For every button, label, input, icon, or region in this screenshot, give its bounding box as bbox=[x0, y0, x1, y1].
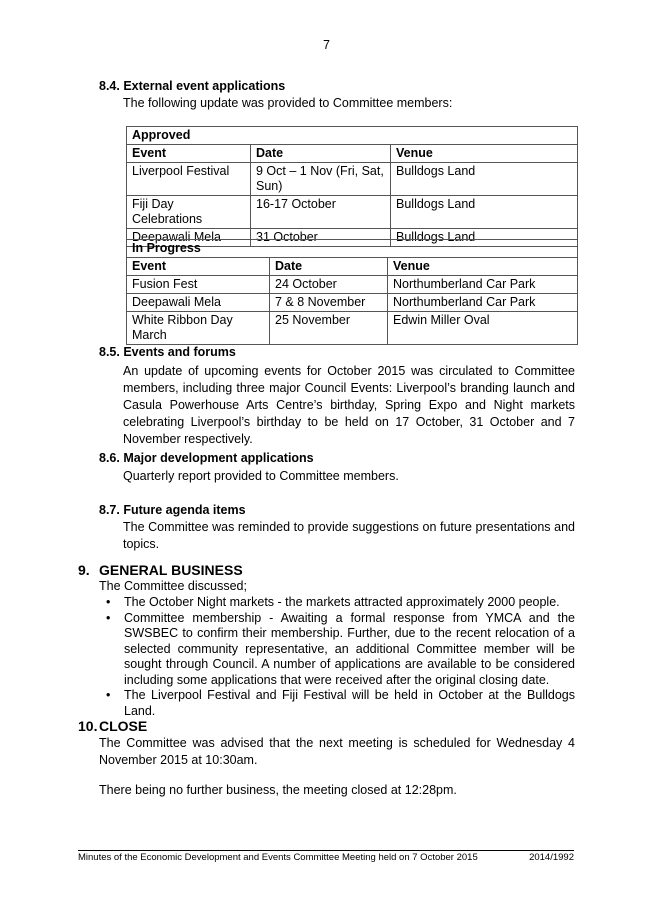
table-cell: Northumberland Car Park bbox=[388, 276, 578, 294]
table-cell: Northumberland Car Park bbox=[388, 294, 578, 312]
table-row bbox=[127, 276, 578, 294]
list-item-text: Committee membership - Awaiting a formal response from YMCA and the SWSBEC to confirm their membership. Further, due to the recent relocation of a selected community representative, an additional Committee member will be sought through Council. A number of applications are available to be considered including some applications that were received after the original closing date. bbox=[124, 610, 575, 687]
section-10-closing: There being no further business, the meeting closed at 12:28pm. bbox=[99, 783, 457, 797]
footer-reference: 2014/1992 bbox=[529, 852, 574, 863]
column-header: Event bbox=[127, 258, 270, 276]
table-row bbox=[127, 294, 578, 312]
section-8-4-intro: The following update was provided to Committee members: bbox=[123, 96, 453, 110]
table-cell: Fiji Day Celebrations bbox=[127, 196, 251, 229]
table-caption: In Progress bbox=[127, 240, 578, 258]
table-cell: Fusion Fest bbox=[127, 276, 270, 294]
table-cell: 7 & 8 November bbox=[270, 294, 388, 312]
section-8-5-text: An update of upcoming events for October 2015 was circulated to Committee members, including three major Council Events: Liverpool’s branding launch and Casula Powerhouse Arts Centre’s birthday, Spring Expo and Night markets celebrating Liverpool’s birthday to be held on 17 October, 31 October and 7 November respectively. bbox=[123, 364, 575, 446]
section-9-number: 9. bbox=[78, 562, 90, 578]
table-cell: Bulldogs Land bbox=[391, 196, 578, 229]
bullet-icon: • bbox=[106, 688, 111, 702]
list-item-text: The October Night markets - the markets attracted approximately 2000 people. bbox=[124, 595, 560, 609]
in-progress-events-table bbox=[126, 239, 578, 345]
table-cell: Bulldogs Land bbox=[391, 229, 578, 247]
table-cell: 9 Oct – 1 Nov (Fri, Sat, Sun) bbox=[251, 163, 391, 196]
approved-events-table bbox=[126, 126, 578, 247]
page-number: 7 bbox=[323, 38, 330, 52]
section-8-6-text: Quarterly report provided to Committee members. bbox=[123, 469, 399, 483]
section-8-7-heading: 8.7. Future agenda items bbox=[99, 503, 246, 517]
table-cell: 25 November bbox=[270, 312, 388, 345]
table-cell: Edwin Miller Oval bbox=[388, 312, 578, 345]
section-8-4-heading: 8.4. External event applications bbox=[99, 79, 286, 93]
table-cell: 24 October bbox=[270, 276, 388, 294]
section-10-heading: CLOSE bbox=[99, 718, 148, 734]
section-9-heading: GENERAL BUSINESS bbox=[99, 562, 243, 578]
section-8-5-heading: 8.5. Events and forums bbox=[99, 345, 236, 359]
table-row bbox=[127, 163, 578, 196]
footer-divider bbox=[78, 850, 574, 851]
list-item-text: The Liverpool Festival and Fiji Festival will be held in October at the Bulldogs Land. bbox=[124, 688, 575, 718]
bullet-icon: • bbox=[106, 610, 111, 625]
table-cell: White Ribbon Day March bbox=[127, 312, 270, 345]
section-10-number: 10. bbox=[78, 718, 98, 734]
column-header: Date bbox=[270, 258, 388, 276]
list-item bbox=[99, 688, 575, 719]
column-header: Event bbox=[127, 145, 251, 163]
bullet-icon: • bbox=[106, 595, 111, 609]
table-cell: 31 October bbox=[251, 229, 391, 247]
list-item bbox=[99, 611, 575, 689]
table-row bbox=[127, 312, 578, 345]
column-header: Venue bbox=[391, 145, 578, 163]
section-10-text: The Committee was advised that the next meeting is scheduled for Wednesday 4 November 2015 at 10:30am. bbox=[99, 736, 575, 767]
table-cell: Bulldogs Land bbox=[391, 163, 578, 196]
section-8-6-heading: 8.6. Major development applications bbox=[99, 451, 314, 465]
column-header: Date bbox=[251, 145, 391, 163]
list-item bbox=[99, 595, 575, 611]
table-cell: 16-17 October bbox=[251, 196, 391, 229]
table-cell: Deepawali Mela bbox=[127, 229, 251, 247]
table-row bbox=[127, 196, 578, 229]
page-footer bbox=[78, 852, 574, 863]
column-header: Venue bbox=[388, 258, 578, 276]
general-business-list bbox=[99, 595, 575, 719]
table-cell: Liverpool Festival bbox=[127, 163, 251, 196]
footer-title: Minutes of the Economic Development and Events Committee Meeting held on 7 October 2015 bbox=[78, 852, 478, 863]
table-cell: Deepawali Mela bbox=[127, 294, 270, 312]
section-9-intro: The Committee discussed; bbox=[99, 579, 247, 593]
table-caption: Approved bbox=[127, 127, 578, 145]
section-8-7-text: The Committee was reminded to provide suggestions on future presentations and topics. bbox=[123, 520, 575, 551]
